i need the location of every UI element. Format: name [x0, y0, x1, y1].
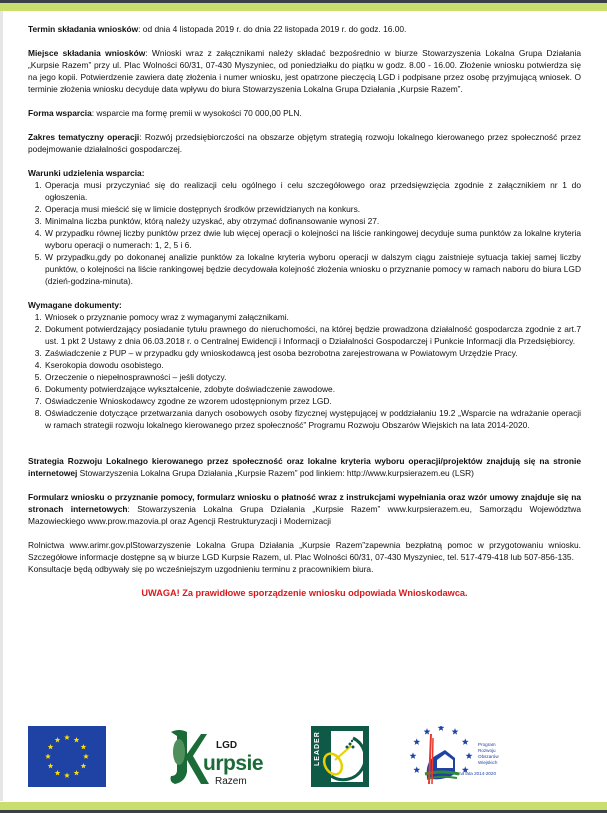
eu-flag-logo: [28, 726, 106, 787]
forma-label: Forma wsparcia: [28, 108, 92, 118]
list-item: 5. Orzeczenie o niepełnosprawności – jeśli dotyczy.: [44, 371, 581, 383]
leader-logo: [311, 726, 369, 787]
rolnictwa-paragraph: Rolnictwa www.arimr.gov.plStowarzyszenie Lokalna Grupa Działania „Kurpsie Razem”zapewnia bezpłatną pomoc w przygotowaniu wniosku. Szczegółowe informacje dostępne są w biurze LGD Kurpsie Razem, ul. Plac Wolności 60/31, 07-430 Myszyniec, tel. 517-479-418 lub 507-856-135.: [28, 540, 581, 562]
prow-years: na lata 2014-2020: [459, 771, 497, 776]
termin-label: Termin składania wniosków: [28, 24, 139, 34]
sponsor-logos: [0, 726, 607, 788]
forma-text: : wsparcie ma formę premii w wysokości 70 000,00 PLN.: [91, 108, 302, 118]
warunki-list: [28, 179, 581, 287]
formularz-paragraph: [28, 491, 581, 527]
eu-stars-icon: [28, 726, 106, 787]
star-icon: [413, 738, 420, 745]
strategia-label: Strategia Rozwoju Lokalnego kierowanego przez społeczność oraz lokalne kryteria wyboru operacji/projektów znajdują się na stronie internetowej: [28, 456, 581, 478]
dokumenty-list: [28, 311, 581, 431]
star-icon: [466, 752, 473, 759]
list-item: 4. Kserokopia dowodu osobistego.: [44, 359, 581, 371]
star-icon: [48, 744, 54, 749]
miejsce-paragraph: [28, 47, 581, 95]
prow-2014-2020-logo: [405, 726, 525, 788]
zakres-label: Zakres tematyczny operacji: [28, 132, 140, 142]
star-icon: [81, 763, 87, 768]
page-left-edge: [0, 11, 3, 801]
forma-paragraph: [28, 107, 581, 119]
strategia-text: Stowarzyszenia Lokalna Grupa Działania „Kurpsie Razem” pod linkiem: http://www.kurpsierazem.eu (LSR): [77, 468, 474, 478]
formularz-label: Formularz wniosku o przyznanie pomocy, formularz wniosku o płatność wraz z instrukcjami wypełniania oraz wzór umowy znajduje się na stronach internetowych: [28, 492, 581, 514]
list-item: 7. Oświadczenie Wnioskodawcy zgodne ze wzorem udostępnionym przez LGD.: [44, 395, 581, 407]
list-item: 5. W przypadku,gdy po dokonanej analizie punktów za lokalne kryteria wyboru operacji w dalszym ciągu zaistnieje sytuacja takiej samej liczby punktów, o kolejności na liście rankingowej będzie decydowała kolejność złożenia wniosku o przyznanie pomocy w ramach naboru do biura LGD (dzień-godzina-minuta).: [44, 251, 581, 287]
lgd-kurpsie-razem-logo: [165, 726, 264, 789]
termin-paragraph: [28, 23, 581, 35]
star-icon: [410, 752, 417, 759]
star-icon: [55, 770, 61, 775]
strategia-paragraph: [28, 455, 581, 479]
star-icon: [48, 763, 54, 768]
star-icon: [452, 728, 459, 735]
announcement-body: [28, 23, 581, 599]
list-item: 1. Wniosek o przyznanie pomocy wraz z wymaganymi załącznikami.: [44, 311, 581, 323]
star-icon: [424, 728, 431, 735]
leader-text: LEADER: [314, 731, 321, 766]
kurpsie-lgd-text: LGD: [216, 740, 238, 751]
prow-line: Program: [478, 742, 496, 747]
star-icon: [64, 735, 70, 740]
top-accent-stripe: [0, 3, 607, 11]
star-icon: [74, 770, 80, 775]
kurpsie-main-text: urpsie: [203, 752, 264, 775]
list-item: 1. Operacja musi przyczyniać się do realizacji celu ogólnego i celu szczegółowego oraz przedsięwzięcia zgodnie z załącznikiem nr 1 do ogłoszenia.: [44, 179, 581, 203]
warning-notice: UWAGA! Za prawidłowe sporządzenie wniosku odpowiada Wnioskodawca.: [141, 588, 468, 598]
list-item: 3. Zaświadczenie z PUP – w przypadku gdy wnioskodawcą jest osoba bezrobotna zarejestrowana w Powiatowym Urzędzie Pracy.: [44, 347, 581, 359]
list-item: 2. Dokument potwierdzający posiadanie tytułu prawnego do nieruchomości, na której będzie prowadzona działalność gospodarcza zgodnie z art.7 ust. 1 pkt 2 Ustawy z dnia 06.03.2018 r. o Centralnej Ewidencji i Informacji o Działalności Gospodarczej i Punkcie Informacji dla Przedsiębiorcy.: [44, 323, 581, 347]
zakres-text: : Rozwój przedsiębiorczości na obszarze objętym strategią rozwoju lokalnego kierowanego przez społeczność przez podejmowanie działalności gospodarczej.: [28, 132, 582, 154]
star-icon: [81, 744, 87, 749]
kurpsie-sub-text: Razem: [215, 776, 247, 787]
prow-line: Obszarów: [478, 754, 499, 759]
list-item: 6. Dokumenty potwierdzające wykształcenie, zdobyte doświadczenie zawodowe.: [44, 383, 581, 395]
prow-line: Rozwoju: [478, 748, 496, 753]
list-item: 8. Oświadczenie dotyczące przetwarzania danych osobowych osoby fizycznej występującej w poddziałaniu 19.2 „Wsparcie na wdrażanie operacji w ramach strategii rozwoju lokalnego kierowanego przez społeczność” Programu Rozwoju Obszarów Wiejskich na lata 2014-2020.: [44, 407, 581, 431]
bottom-accent-stripe: [0, 802, 607, 810]
star-icon: [413, 766, 420, 773]
star-icon: [83, 754, 89, 759]
zakres-paragraph: [28, 131, 581, 155]
list-item: 4. W przypadku równej liczby punktów przez dwie lub więcej operacji o kolejności na liście rankingowej decyduje suma punktów za lokalne kryteria wyboru operacji o numerach: 1, 2, 5 i 6.: [44, 227, 581, 251]
star-icon: [45, 754, 51, 759]
prow-line: Wiejskich: [478, 760, 498, 765]
list-item: 3. Minimalna liczba punktów, którą należy uzyskać, aby otrzymać dofinansowanie wynosi 27.: [44, 215, 581, 227]
prow-emblem-icon: [405, 726, 475, 788]
formularz-text: : Stowarzyszenia Lokalna Grupa Działania „Kurpsie Razem” www.kurpsierazem.eu, Samorządu Województwa Mazowieckiego www.prow.mazovia.pl oraz Agencji Restrukturyzacji i Modernizacji: [28, 504, 581, 526]
star-icon: [462, 738, 469, 745]
star-icon: [55, 737, 61, 742]
prow-text-block: [478, 742, 499, 766]
termin-text: : od dnia 4 listopada 2019 r. do dnia 22 listopada 2019 r. do godz. 16.00.: [138, 24, 407, 34]
star-icon: [64, 773, 70, 778]
miejsce-text: : Wnioski wraz z załącznikami należy składać bezpośrednio w biurze Stowarzyszenia Lokalna Grupa Działania „Kurpsie Razem” przy ul. Plac Wolności 60/31, 07-430 Myszyniec, od poniedziałku do piątku w godz. 8.00 - 16.00. Złożenie wniosku potwierdza się na jego kopii. Potwierdzenie zawiera datę złożenia i numer wniosku, jest opatrzone pieczęcią LGD i podpisane przez osobę przyjmującą wniosek. O terminie złożenia wniosku decyduje data wpływu do biura Stowarzyszenia Lokalna Grupa Działania „Kurpsie Razem”.: [28, 48, 582, 94]
star-icon: [438, 726, 445, 731]
konsultacje-paragraph: Konsultacje będą odbywały się po wcześniejszym uzgodnieniu terminu z pracownikiem biura.: [28, 564, 374, 574]
dokumenty-heading: Wymagane dokumenty:: [28, 300, 122, 310]
list-item: 2. Operacja musi mieścić się w limicie dostępnych środków przewidzianych na konkurs.: [44, 203, 581, 215]
miejsce-label: Miejsce składania wniosków: [28, 48, 146, 58]
star-icon: [74, 737, 80, 742]
warunki-heading: Warunki udzielenia wsparcia:: [28, 168, 145, 178]
